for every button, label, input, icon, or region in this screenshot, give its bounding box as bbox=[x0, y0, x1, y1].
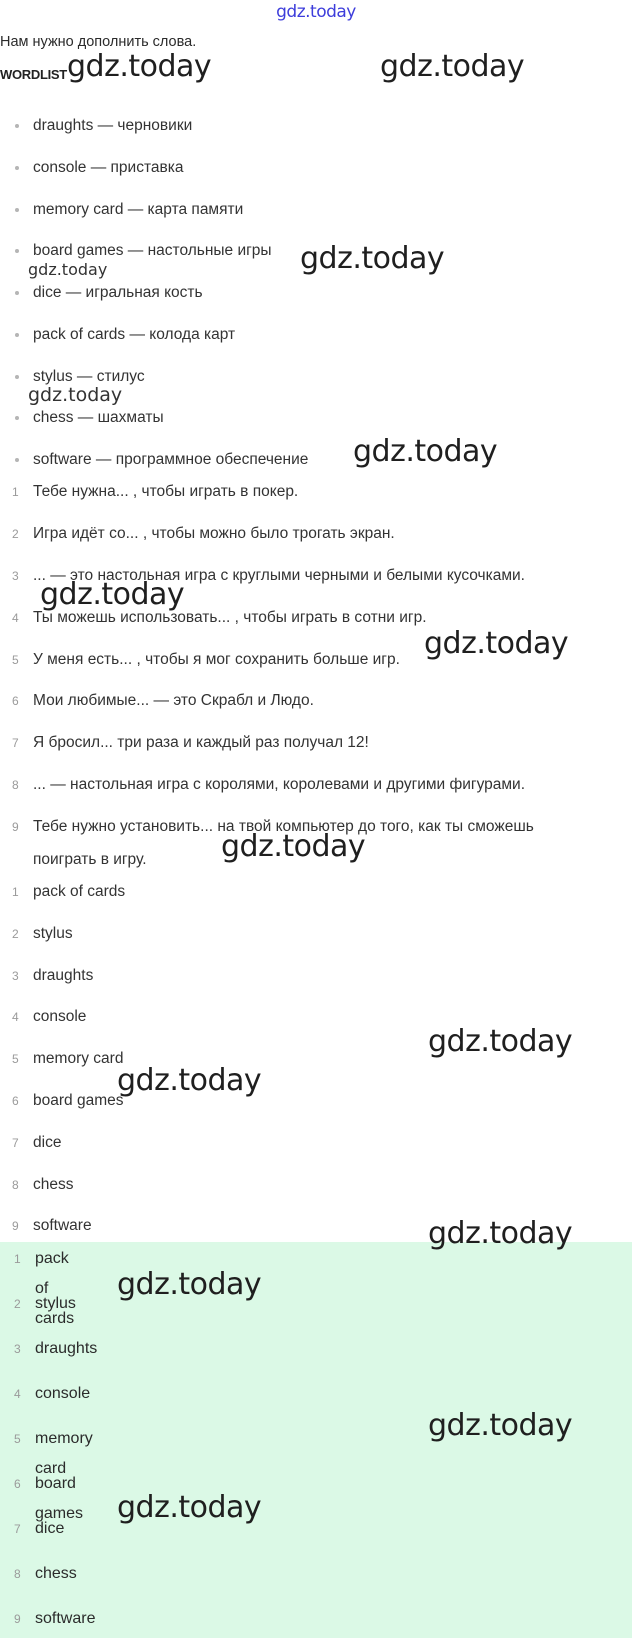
watermark: gdz.today bbox=[221, 829, 366, 864]
intro-text: Нам нужно дополнить слова. bbox=[0, 34, 197, 50]
watermark: gdz.today bbox=[117, 1490, 262, 1525]
watermark: gdz.today bbox=[380, 49, 525, 84]
watermark: gdz.today bbox=[117, 1267, 262, 1302]
bullet-icon bbox=[15, 333, 19, 337]
top-watermark: gdz.today bbox=[276, 2, 356, 22]
bullet-icon bbox=[15, 208, 19, 212]
watermark: gdz.today bbox=[40, 577, 185, 612]
bullet-icon bbox=[15, 124, 19, 128]
watermark: gdz.today bbox=[28, 384, 123, 406]
watermark: gdz.today bbox=[67, 49, 212, 84]
bullet-icon bbox=[15, 291, 19, 295]
watermark: gdz.today bbox=[428, 1216, 573, 1251]
bullet-icon bbox=[15, 249, 19, 253]
watermark: gdz.today bbox=[300, 241, 445, 276]
bullet-icon bbox=[15, 375, 19, 379]
wordlist-title: WORDLIST bbox=[0, 67, 67, 82]
watermark: gdz.today bbox=[28, 260, 108, 279]
bullet-icon bbox=[15, 458, 19, 462]
answer-box: 1 pack of cards 2 stylus 3 draughts 4 console 5 memory card 6 board games 7 dice 8 chess 9 software bbox=[0, 1242, 632, 1638]
watermark: gdz.today bbox=[428, 1024, 573, 1059]
watermark: gdz.today bbox=[353, 434, 498, 469]
bullet-icon bbox=[15, 416, 19, 420]
watermark: gdz.today bbox=[424, 626, 569, 661]
watermark: gdz.today bbox=[428, 1408, 573, 1443]
watermark: gdz.today bbox=[117, 1063, 262, 1098]
bullet-icon bbox=[15, 166, 19, 170]
